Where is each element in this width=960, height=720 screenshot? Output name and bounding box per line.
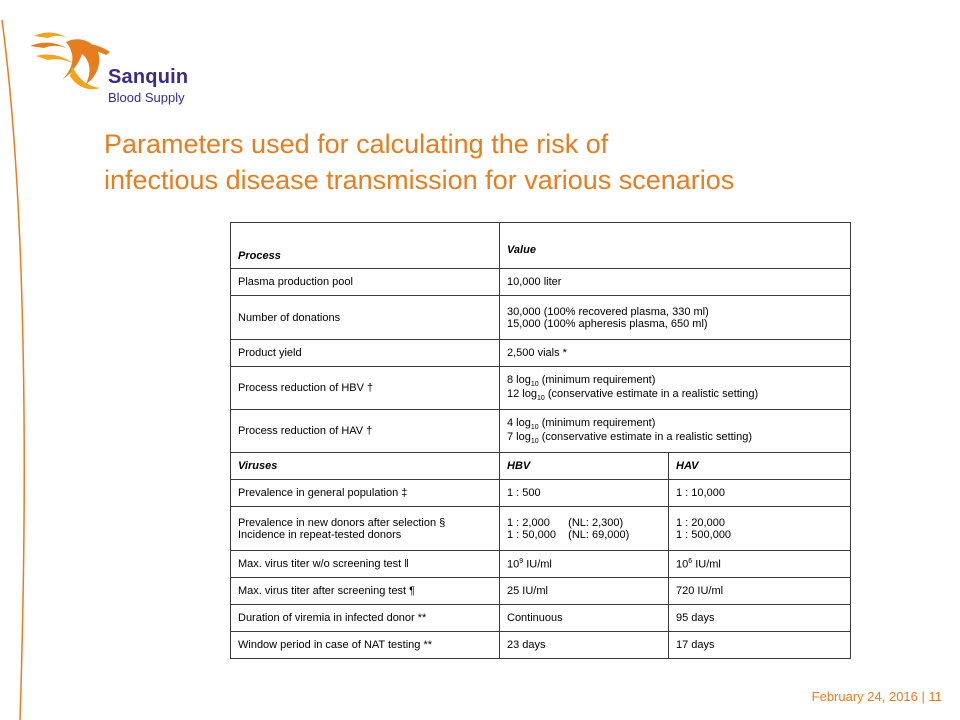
table-row <box>231 269 851 296</box>
row-label: Prevalence in general population ‡ <box>231 480 500 507</box>
row-value-line: 30,000 (100% recovered plasma, 330 ml) <box>507 305 709 318</box>
row-value: 2,500 vials * <box>500 340 851 367</box>
hav-value <box>669 551 851 578</box>
value-text: (conservative estimate in a realistic setting) <box>538 431 753 443</box>
header-value <box>500 223 851 269</box>
value-text: 4 log <box>507 416 531 429</box>
row-value-line: 15,000 (100% apheresis plasma, 650 ml) <box>507 317 708 330</box>
subscript: 10 <box>536 395 545 403</box>
hbv-value <box>500 551 669 578</box>
row-label: Window period in case of NAT testing ** <box>231 632 500 659</box>
hbv-value: Continuous <box>500 605 669 632</box>
footer-separator: | <box>917 689 929 704</box>
row-label: Duration of viremia in infected donor ** <box>231 605 500 632</box>
hav-value: 95 days <box>669 605 851 632</box>
row-label: Process reduction of HAV † <box>231 410 500 453</box>
header-viruses: Viruses <box>231 453 500 480</box>
row-value <box>500 367 851 410</box>
hav-value-line: 1 : 500,000 <box>676 528 732 541</box>
superscript: 9 <box>519 557 524 565</box>
header-process-label: Process <box>238 250 281 262</box>
hav-value-line: 1 : 20,000 <box>676 516 725 529</box>
table-row <box>231 367 851 410</box>
table-row <box>231 605 851 632</box>
logo-subtitle: Blood Supply <box>108 90 185 105</box>
superscript: 6 <box>688 557 693 565</box>
header-hav: HAV <box>669 453 851 480</box>
virus-header-row <box>231 453 851 480</box>
value-text: (minimum requirement) <box>538 416 656 429</box>
hbv-value: 1 : 500 <box>500 480 669 507</box>
hbv-value-line: 1 : 50,000 (NL: 69,000) <box>507 528 630 541</box>
table-row <box>231 507 851 551</box>
value-text: 10 <box>507 558 520 571</box>
logo-name: Sanquin <box>108 66 189 88</box>
hav-value <box>669 507 851 551</box>
table-row <box>231 632 851 659</box>
slide-title-line-1: Parameters used for calculating the risk of <box>104 129 609 159</box>
row-label: Process reduction of HBV † <box>231 367 500 410</box>
slide-title-line-2: infectious disease transmission for various scenarios <box>104 165 735 195</box>
table-row <box>231 551 851 578</box>
header-value-label: Value <box>507 243 536 256</box>
subscript: 10 <box>530 381 539 388</box>
hbv-value: 25 IU/ml <box>500 578 669 605</box>
row-label: Plasma production pool <box>231 269 500 296</box>
value-text: 10 <box>676 558 689 571</box>
row-label <box>231 507 500 551</box>
header-process <box>231 223 500 269</box>
slide-title <box>104 126 924 198</box>
row-label: Number of donations <box>231 296 500 340</box>
table-row <box>231 296 851 340</box>
parameters-table <box>230 222 851 659</box>
row-label: Max. virus titer after screening test ¶ <box>231 578 500 605</box>
hav-value: 720 IU/ml <box>669 578 851 605</box>
row-value: 10,000 liter <box>500 269 851 296</box>
value-text: (conservative estimate in a realistic setting) <box>544 388 759 400</box>
header-hbv: HBV <box>500 453 669 480</box>
table-header-row <box>231 223 851 269</box>
page-number: 11 <box>928 689 942 704</box>
hav-value: 17 days <box>669 632 851 659</box>
table-row <box>231 578 851 605</box>
table-row <box>231 340 851 367</box>
hbv-value <box>500 507 669 551</box>
hbv-value: 23 days <box>500 632 669 659</box>
slide-footer <box>812 689 942 704</box>
hav-value: 1 : 10,000 <box>669 480 851 507</box>
row-value-line <box>507 417 843 431</box>
hbv-value-line: 1 : 2,000 (NL: 2,300) <box>507 516 624 529</box>
row-value <box>500 410 851 453</box>
row-label: Max. virus titer w/o screening test ‖ <box>231 551 500 578</box>
subscript: 10 <box>530 438 539 446</box>
value-text: IU/ml <box>692 558 721 571</box>
row-value-line <box>507 388 843 402</box>
row-label: Product yield <box>231 340 500 367</box>
value-text: (minimum requirement) <box>538 373 656 386</box>
row-label-line: Prevalence in new donors after selection § <box>238 516 446 529</box>
value-text: 7 log <box>507 431 531 443</box>
value-text: IU/ml <box>523 558 552 571</box>
row-value-line <box>507 374 843 388</box>
footer-date: February 24, 2016 <box>811 689 918 704</box>
row-label-line: Incidence in repeat-tested donors <box>238 528 402 541</box>
table-row <box>231 410 851 453</box>
value-text: 12 log <box>507 388 537 400</box>
row-value <box>500 296 851 340</box>
subscript: 10 <box>530 424 539 431</box>
value-text: 8 log <box>507 373 531 386</box>
table-row <box>231 480 851 507</box>
row-value-line <box>507 431 843 445</box>
